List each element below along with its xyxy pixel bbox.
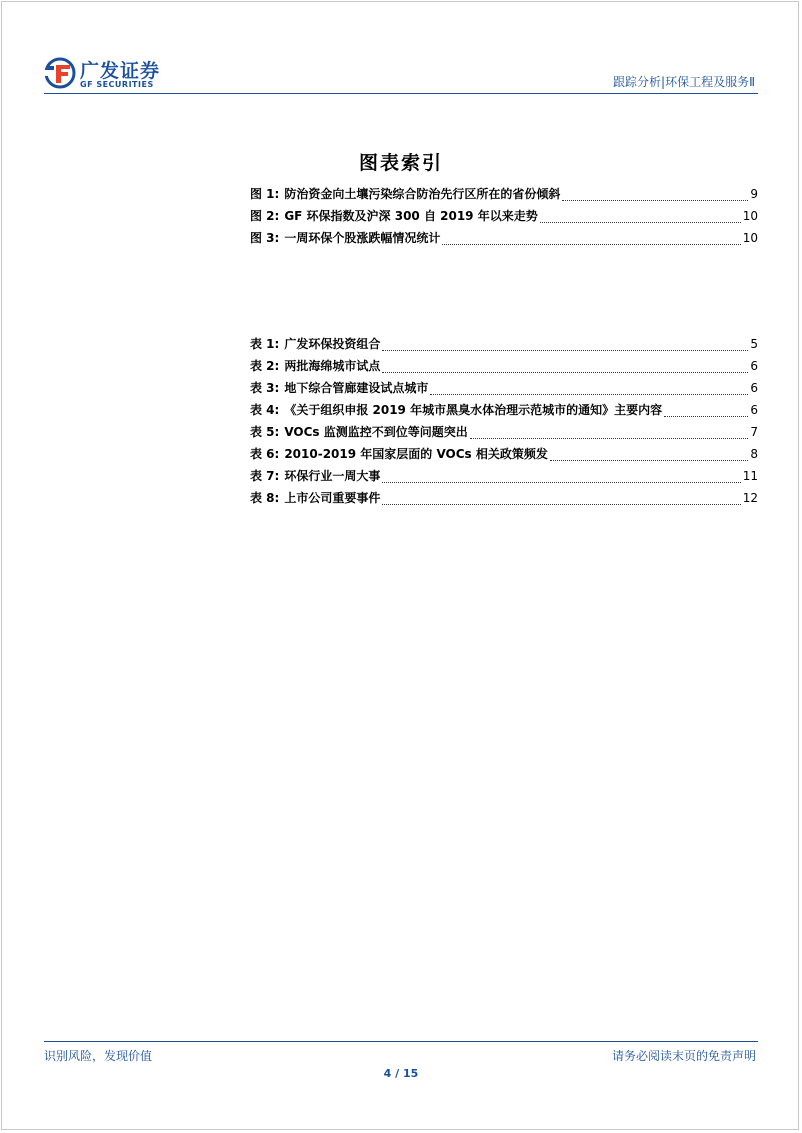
toc-entry-figure-2[interactable] xyxy=(250,205,758,227)
toc-title: 图表索引 xyxy=(358,152,443,174)
toc-entry-figure-3[interactable] xyxy=(250,227,758,249)
toc-entry-title: GF 环保指数及沪深 300 自 2019 年以来走势 xyxy=(284,209,538,223)
toc-entry-title: 上市公司重要事件 xyxy=(284,491,381,505)
table-index-list xyxy=(250,333,758,509)
company-logo xyxy=(44,56,204,92)
toc-leader-dots xyxy=(382,336,748,351)
toc-entry-label: 表 8: xyxy=(250,491,280,505)
toc-entry-title: VOCs 监测监控不到位等问题突出 xyxy=(284,425,468,439)
toc-leader-dots xyxy=(382,358,748,373)
header-divider xyxy=(44,93,758,94)
toc-entry-title: 2010-2019 年国家层面的 VOCs 相关政策频发 xyxy=(284,447,548,461)
toc-entry-page: 11 xyxy=(742,469,758,483)
toc-entry-page: 12 xyxy=(742,491,758,505)
toc-entry-table-1[interactable] xyxy=(250,333,758,355)
toc-leader-dots xyxy=(382,468,740,483)
toc-entry-title: 《关于组织申报 2019 年城市黑臭水体治理示范城市的通知》主要内容 xyxy=(284,403,663,417)
toc-leader-dots xyxy=(540,208,741,223)
toc-entry-label: 表 4: xyxy=(250,403,280,417)
toc-entry-title: 一周环保个股涨跌幅情况统计 xyxy=(284,231,441,245)
toc-entry-title: 地下综合管廊建设试点城市 xyxy=(284,381,429,395)
toc-entry-label: 图 1: xyxy=(250,187,280,201)
toc-entry-label: 表 6: xyxy=(250,447,280,461)
toc-entry-label: 表 5: xyxy=(250,425,280,439)
footer-disclaimer-link[interactable]: 请务必阅读末页的免责声明 xyxy=(611,1049,756,1063)
footer-slogan: 识别风险，发现价值 xyxy=(44,1049,153,1063)
toc-leader-dots xyxy=(562,186,748,201)
toc-entry-figure-1[interactable] xyxy=(250,183,758,205)
toc-leader-dots xyxy=(550,446,748,461)
toc-entry-label: 图 2: xyxy=(250,209,280,223)
report-type: 跟踪分析|环保工程及服务Ⅱ xyxy=(613,75,755,89)
toc-entry-label: 表 1: xyxy=(250,337,280,351)
toc-entry-page: 10 xyxy=(742,209,758,223)
gf-logo-icon xyxy=(44,56,76,90)
toc-entry-table-4[interactable] xyxy=(250,399,758,421)
toc-entry-title: 防治资金向土壤污染综合防治先行区所在的省份倾斜 xyxy=(284,187,561,201)
toc-entry-label: 图 3: xyxy=(250,231,280,245)
toc-entry-table-5[interactable] xyxy=(250,421,758,443)
toc-entry-table-7[interactable] xyxy=(250,465,758,487)
toc-leader-dots xyxy=(664,402,748,417)
toc-entry-label: 表 3: xyxy=(250,381,280,395)
toc-entry-page: 9 xyxy=(750,187,758,201)
toc-entry-title: 广发环保投资组合 xyxy=(284,337,381,351)
toc-entry-table-8[interactable] xyxy=(250,487,758,509)
toc-entry-page: 6 xyxy=(750,359,758,373)
toc-entry-label: 表 7: xyxy=(250,469,280,483)
toc-entry-page: 7 xyxy=(750,425,758,439)
toc-entry-page: 10 xyxy=(742,231,758,245)
toc-entry-table-3[interactable] xyxy=(250,377,758,399)
logo-chinese-name: 广发证券 xyxy=(80,60,161,82)
toc-leader-dots xyxy=(442,230,740,245)
toc-entry-table-6[interactable] xyxy=(250,443,758,465)
figure-index-list xyxy=(250,183,758,249)
page-number: 4 / 15 xyxy=(383,1067,419,1080)
footer-divider xyxy=(44,1041,758,1042)
toc-entry-title: 两批海绵城市试点 xyxy=(284,359,381,373)
toc-entry-label: 表 2: xyxy=(250,359,280,373)
toc-entry-page: 5 xyxy=(750,337,758,351)
toc-leader-dots xyxy=(382,490,740,505)
toc-entry-page: 8 xyxy=(750,447,758,461)
toc-leader-dots xyxy=(430,380,748,395)
toc-entry-table-2[interactable] xyxy=(250,355,758,377)
toc-leader-dots xyxy=(470,424,749,439)
toc-entry-page: 6 xyxy=(750,381,758,395)
toc-entry-title: 环保行业一周大事 xyxy=(284,469,381,483)
logo-english-name: GF SECURITIES xyxy=(80,80,154,89)
toc-entry-page: 6 xyxy=(750,403,758,417)
